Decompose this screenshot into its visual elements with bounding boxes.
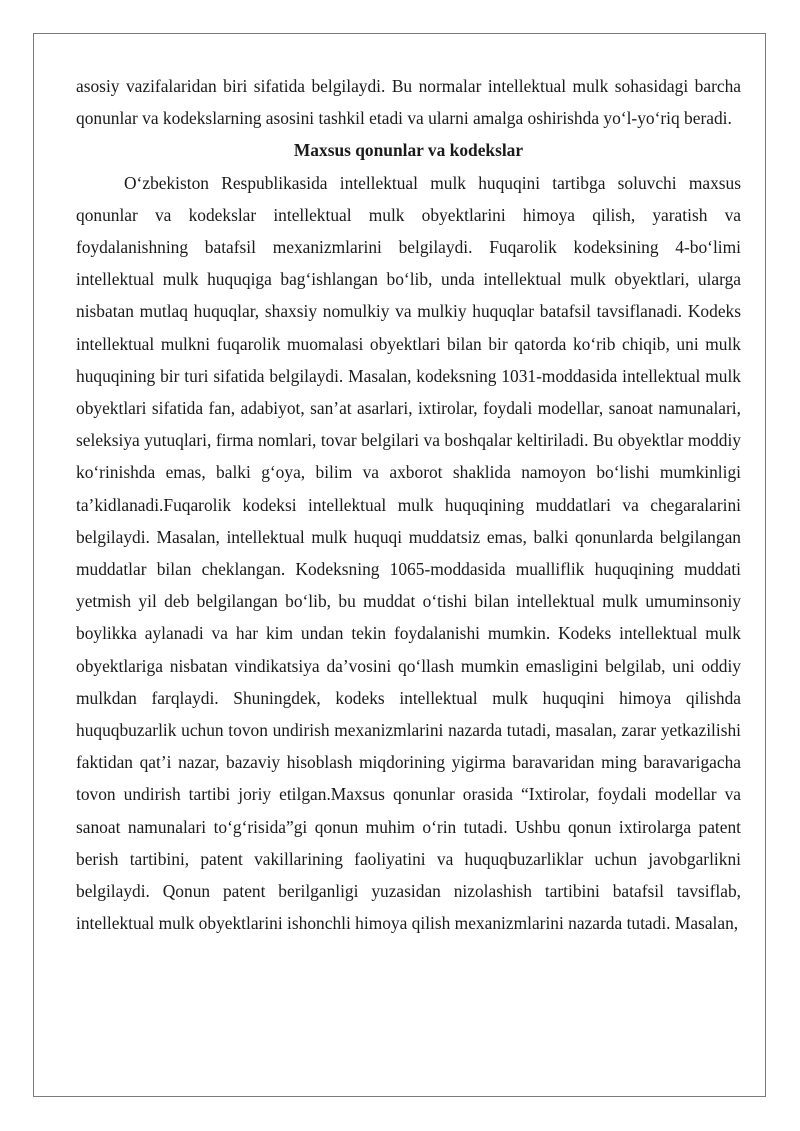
- body-paragraph: O‘zbekiston Respublikasida intellektual mulk huquqini tartibga soluvchi maxsus qonunlar va kodekslar intellektual mulk obyektlarini himoya qilish, yaratish va foydalanishning batafsil mexanizmlarini belgilaydi. Fuqarolik kodeksining 4-bo‘limi intellektual mulk huquqiga bag‘ishlangan bo‘lib, unda intellektual mulk obyektlari, ularga nisbatan mutlaq huquqlar, shaxsiy nomulkiy va mulkiy huquqlar batafsil tavsiflanadi. Kodeks intellektual mulkni fuqarolik muomalasi obyektlari bilan bir qatorda ko‘rib chiqib, uni mulk huquqining bir turi sifatida belgilaydi. Masalan, kodeksning 1031-moddasida intellektual mulk obyektlari sifatida fan, adabiyot, san’at asarlari, ixtirolar, foydali modellar, sanoat namunalari, seleksiya yutuqlari, firma nomlari, tovar belgilari va boshqalar keltiriladi. Bu obyektlar moddiy ko‘rinishda emas, balki g‘oya, bilim va axborot shaklida namoyon bo‘lishi mumkinligi ta’kidlanadi.Fuqarolik kodeksi intellektual mulk huquqining muddatlari va chegaralarini belgilaydi. Masalan, intellektual mulk huquqi muddatsiz emas, balki qonunlarda belgilangan muddatlar bilan cheklangan. Kodeksning 1065-moddasida mualliflik huquqining muddati yetmish yil deb belgilangan bo‘lib, bu muddat o‘tishi bilan intellektual mulk umuminsoniy boylikka aylanadi va har kim undan tekin foydalanishi mumkin. Kodeks intellektual mulk obyektlariga nisbatan vindikatsiya da’vosini qo‘llash mumkin emasligini belgilab, uni oddiy mulkdan farqlaydi. Shuningdek, kodeks intellektual mulk huquqini himoya qilishda huquqbuzarlik uchun tovon undirish mexanizmlarini nazarda tutadi, masalan, zarar yetkazilishi faktidan qat’i nazar, bazaviy hisoblash miqdorining yigirma baravaridan ming baravarigacha tovon undirish tartibi joriy etilgan.Maxsus qonunlar orasida “Ixtirolar, foydali modellar va sanoat namunalari to‘g‘risida”gi qonun muhim o‘rin tutadi. Ushbu qonun ixtirolarga patent berish tartibini, patent vakillarining faoliyatini va huquqbuzarliklar uchun javobgarlikni belgilaydi. Qonun patent berilganligi yuzasidan nizolashish tartibini batafsil tavsiflab, intellektual mulk obyektlarini ishonchli himoya qilish mexanizmlarini nazarda tutadi. Masalan,: [76, 172, 741, 934]
- section-heading: Maxsus qonunlar va kodekslar: [293, 140, 524, 161]
- continuation-paragraph: asosiy vazifalaridan biri sifatida belgilaydi. Bu normalar intellektual mulk sohasidagi barcha qonunlar va kodekslarning asosini tashkil etadi va ularni amalga oshirishda yo‘l-yo‘riq beradi.: [76, 76, 741, 129]
- document-body: [76, 70, 741, 939]
